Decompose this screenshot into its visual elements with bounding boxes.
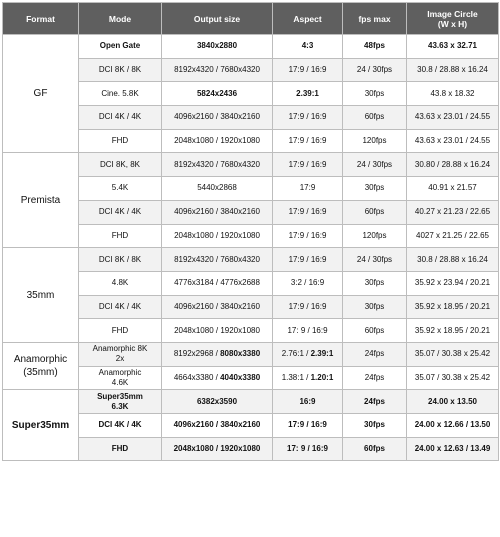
table-row	[3, 153, 499, 177]
mode-cell: DCI 4K / 4K	[79, 200, 162, 224]
aspect-cell: 4:3	[273, 35, 343, 59]
mode-cell: 5.4K	[79, 177, 162, 201]
aspect-part: 2.76:1 /	[281, 349, 311, 359]
fps-cell: 60fps	[343, 106, 407, 130]
header-mode: Mode	[79, 3, 162, 35]
output-size-cell: 4096x2160 / 3840x2160	[162, 106, 273, 130]
mode-cell: DCI 8K / 8K	[79, 248, 162, 272]
mode-line2: 2x	[115, 354, 125, 364]
output-size-cell: 8192x4320 / 7680x4320	[162, 58, 273, 82]
fps-cell: 24 / 30fps	[343, 153, 407, 177]
aspect-cell: 17:9 / 16:9	[273, 129, 343, 153]
aspect-cell: 17:9 / 16:9	[273, 248, 343, 272]
image-circle-cell: 35.07 / 30.38 x 25.42	[407, 342, 499, 366]
mode-cell	[79, 390, 162, 414]
aspect-cell: 17: 9 / 16:9	[273, 319, 343, 343]
fps-cell: 48fps	[343, 35, 407, 59]
aspect-cell: 16:9	[273, 390, 343, 414]
aspect-part-bold: 1.20:1	[310, 372, 334, 382]
aspect-cell: 17:9 / 16:9	[273, 295, 343, 319]
output-size-part: 8192x2968 /	[173, 349, 221, 359]
output-size-cell: 2048x1080 / 1920x1080	[162, 224, 273, 248]
header-format: Format	[3, 3, 79, 35]
image-circle-cell: 30.80 / 28.88 x 16.24	[407, 153, 499, 177]
aspect-cell: 17:9 / 16:9	[273, 200, 343, 224]
mode-cell: FHD	[79, 224, 162, 248]
image-circle-cell: 35.92 x 18.95 / 20.21	[407, 319, 499, 343]
image-circle-cell: 35.92 x 18.95 / 20.21	[407, 295, 499, 319]
camera-format-table	[2, 2, 499, 461]
output-size-cell: 8192x4320 / 7680x4320	[162, 248, 273, 272]
output-size-cell: 2048x1080 / 1920x1080	[162, 437, 273, 461]
mode-cell: FHD	[79, 437, 162, 461]
table-row	[3, 390, 499, 414]
aspect-cell: 3:2 / 16:9	[273, 271, 343, 295]
format-premista: Premista	[3, 153, 79, 248]
aspect-cell: 17:9 / 16:9	[273, 224, 343, 248]
mode-cell: DCI 8K / 8K	[79, 58, 162, 82]
aspect-cell: 17: 9 / 16:9	[273, 437, 343, 461]
header-image-circle	[407, 3, 499, 35]
fps-cell: 24fps	[343, 342, 407, 366]
fps-cell: 60fps	[343, 319, 407, 343]
output-size-cell: 3840x2880	[162, 35, 273, 59]
mode-line2: 6.3K	[111, 401, 129, 411]
table-row	[3, 35, 499, 59]
fps-cell: 24 / 30fps	[343, 248, 407, 272]
image-circle-cell: 24.00 x 12.63 / 13.49	[407, 437, 499, 461]
mode-cell: FHD	[79, 129, 162, 153]
header-image-circle-line1: Image Circle	[427, 8, 478, 19]
aspect-cell: 17:9 / 16:9	[273, 414, 343, 438]
fps-cell: 60fps	[343, 200, 407, 224]
fps-cell: 120fps	[343, 129, 407, 153]
header-row	[3, 3, 499, 35]
output-size-part-bold: 8080x3380	[220, 349, 261, 359]
fps-cell: 30fps	[343, 177, 407, 201]
image-circle-cell: 40.91 x 21.57	[407, 177, 499, 201]
mode-cell: DCI 4K / 4K	[79, 295, 162, 319]
image-circle-cell: 43.63 x 32.71	[407, 35, 499, 59]
output-size-cell: 2048x1080 / 1920x1080	[162, 319, 273, 343]
fps-cell: 30fps	[343, 271, 407, 295]
table-row	[3, 248, 499, 272]
aspect-cell	[273, 342, 343, 366]
mode-cell: DCI 4K / 4K	[79, 414, 162, 438]
output-size-cell	[162, 342, 273, 366]
mode-line2: 4.6K	[111, 377, 129, 387]
output-size-cell: 5440x2868	[162, 177, 273, 201]
image-circle-cell: 24.00 x 13.50	[407, 390, 499, 414]
aspect-cell: 17:9 / 16:9	[273, 58, 343, 82]
fps-cell: 24 / 30fps	[343, 58, 407, 82]
image-circle-cell: 30.8 / 28.88 x 16.24	[407, 248, 499, 272]
image-circle-cell: 35.92 x 23.94 / 20.21	[407, 271, 499, 295]
header-output-size: Output size	[162, 3, 273, 35]
image-circle-cell: 24.00 x 12.66 / 13.50	[407, 414, 499, 438]
fps-cell: 30fps	[343, 295, 407, 319]
mode-cell: Open Gate	[79, 35, 162, 59]
header-image-circle-line2: (W x H)	[437, 18, 468, 29]
mode-cell: 4.8K	[79, 271, 162, 295]
image-circle-cell: 35.07 / 30.38 x 25.42	[407, 366, 499, 390]
fps-cell: 30fps	[343, 82, 407, 106]
mode-line1: Anamorphic 8K	[92, 344, 148, 354]
aspect-part: 1.38:1 /	[281, 372, 311, 382]
output-size-part-bold: 4040x3380	[220, 372, 261, 382]
aspect-cell: 17:9	[273, 177, 343, 201]
output-size-cell: 4096x2160 / 3840x2160	[162, 295, 273, 319]
format-35mm: 35mm	[3, 248, 79, 343]
format-super35mm: Super35mm	[3, 390, 79, 461]
table-row	[3, 342, 499, 366]
image-circle-cell: 43.63 x 23.01 / 24.55	[407, 106, 499, 130]
mode-cell	[79, 342, 162, 366]
image-circle-cell: 4027 x 21.25 / 22.65	[407, 224, 499, 248]
output-size-cell: 5824x2436	[162, 82, 273, 106]
header-aspect: Aspect	[273, 3, 343, 35]
mode-cell: DCI 4K / 4K	[79, 106, 162, 130]
aspect-cell: 17:9 / 16:9	[273, 106, 343, 130]
fps-cell: 60fps	[343, 437, 407, 461]
format-gf: GF	[3, 35, 79, 153]
fps-cell: 30fps	[343, 414, 407, 438]
aspect-cell	[273, 366, 343, 390]
output-size-cell	[162, 366, 273, 390]
fps-cell: 24fps	[343, 366, 407, 390]
mode-line1: Super35mm	[97, 391, 143, 401]
image-circle-cell: 30.8 / 28.88 x 16.24	[407, 58, 499, 82]
output-size-part: 4664x3380 /	[173, 372, 221, 382]
aspect-cell: 2.39:1	[273, 82, 343, 106]
mode-cell	[79, 366, 162, 390]
image-circle-cell: 43.8 x 18.32	[407, 82, 499, 106]
aspect-cell: 17:9 / 16:9	[273, 153, 343, 177]
format-anamorphic-line1: Anamorphic	[13, 354, 68, 366]
image-circle-cell: 40.27 x 21.23 / 22.65	[407, 200, 499, 224]
output-size-cell: 4096x2160 / 3840x2160	[162, 200, 273, 224]
output-size-cell: 4096x2160 / 3840x2160	[162, 414, 273, 438]
fps-cell: 24fps	[343, 390, 407, 414]
fps-cell: 120fps	[343, 224, 407, 248]
format-anamorphic	[3, 342, 79, 389]
output-size-cell: 4776x3184 / 4776x2688	[162, 271, 273, 295]
aspect-part-bold: 2.39:1	[310, 349, 334, 359]
mode-cell: FHD	[79, 319, 162, 343]
image-circle-cell: 43.63 x 23.01 / 24.55	[407, 129, 499, 153]
output-size-cell: 8192x4320 / 7680x4320	[162, 153, 273, 177]
mode-line1: Anamorphic	[98, 367, 142, 377]
output-size-cell: 2048x1080 / 1920x1080	[162, 129, 273, 153]
header-fps-max: fps max	[343, 3, 407, 35]
mode-cell: DCI 8K, 8K	[79, 153, 162, 177]
format-anamorphic-line2: (35mm)	[23, 367, 58, 379]
mode-cell: Cine. 5.8K	[79, 82, 162, 106]
output-size-cell: 6382x3590	[162, 390, 273, 414]
